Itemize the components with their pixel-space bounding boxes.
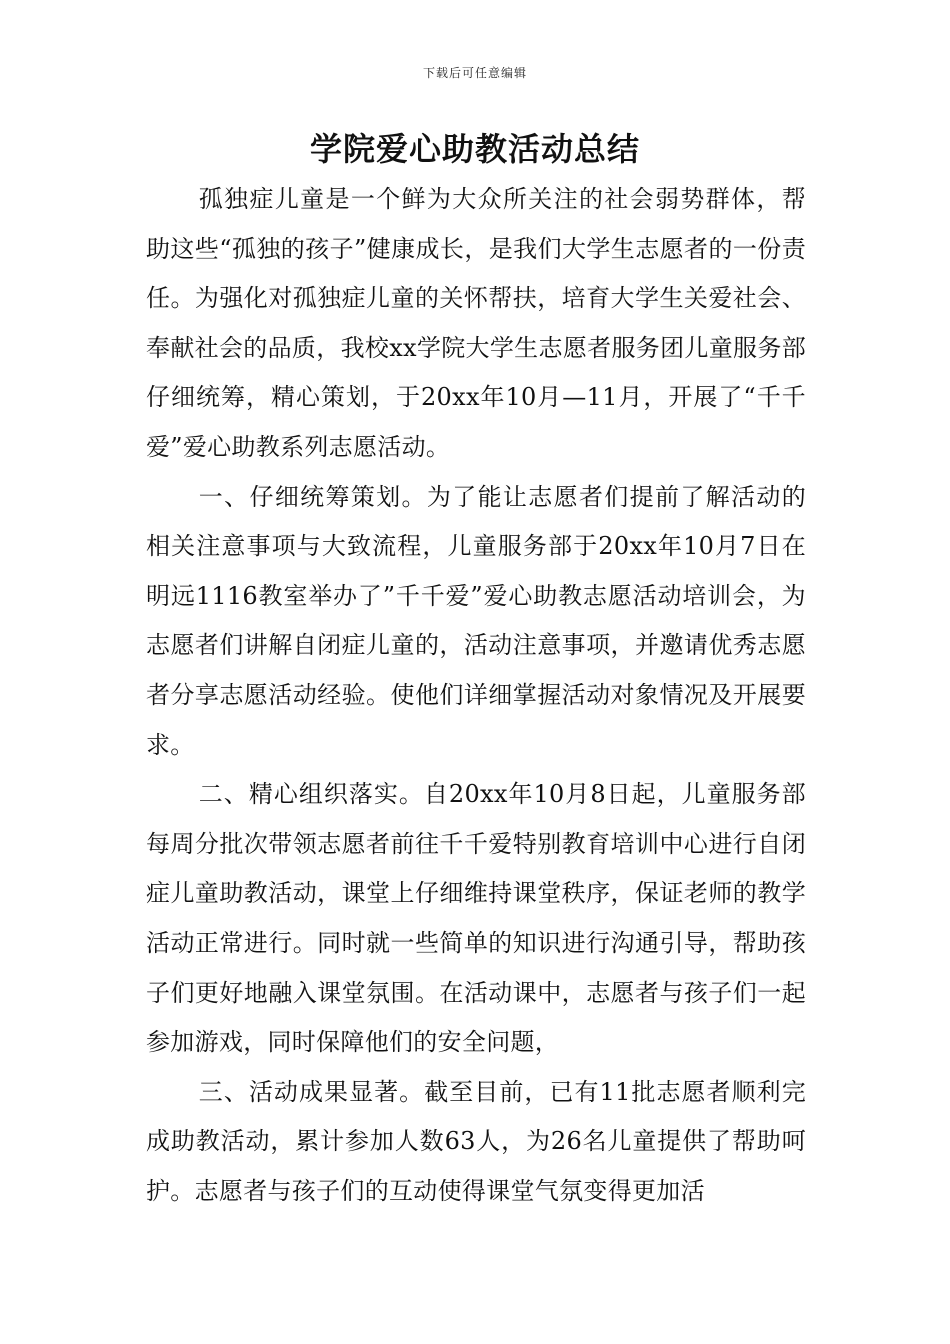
paragraph-section-3: 三、活动成果显著。截至目前，已有11批志愿者顺利完成助教活动，累计参加人数63人，为26名儿童提供了帮助呵护。志愿者与孩子们的互动使得课堂气氛变得更加活	[146, 1077, 806, 1205]
paragraph-intro: 孤独症儿童是一个鲜为大众所关注的社会弱势群体，帮助这些“孤独的孩子”健康成长，是我们大学生志愿者的一份责任。为强化对孤独症儿童的关怀帮扶，培育大学生关爱社会、奉献社会的品质，我校xx学院大学生志愿者服务团儿童服务部仔细统筹，精心策划，于20xx年10月—11月，开展了“千千爱”爱心助教系列志愿活动。	[146, 185, 806, 461]
header-note: 下载后可任意编辑	[422, 66, 527, 80]
paragraph-section-1: 一、仔细统筹策划。为了能让志愿者们提前了解活动的相关注意事项与大致流程，儿童服务部于20xx年10月7日在明远1116教室举办了”千千爱”爱心助教志愿活动培训会，为志愿者们讲解自闭症儿童的，活动注意事项，并邀请优秀志愿者分享志愿活动经验。使他们详细掌握活动对象情况及开展要求。	[146, 482, 806, 759]
page-title: 学院爱心助教活动总结	[309, 130, 640, 168]
body-text	[146, 175, 806, 1216]
paragraph-section-2: 二、精心组织落实。自20xx年10月8日起，儿童服务部每周分批次带领志愿者前往千千爱特别教育培训中心进行自闭症儿童助教活动，课堂上仔细维持课堂秩序，保证老师的教学活动正常进行。同时就一些简单的知识进行沟通引导，帮助孩子们更好地融入课堂氛围。在活动课中，志愿者与孩子们一起参加游戏，同时保障他们的安全问题，	[146, 780, 806, 1057]
